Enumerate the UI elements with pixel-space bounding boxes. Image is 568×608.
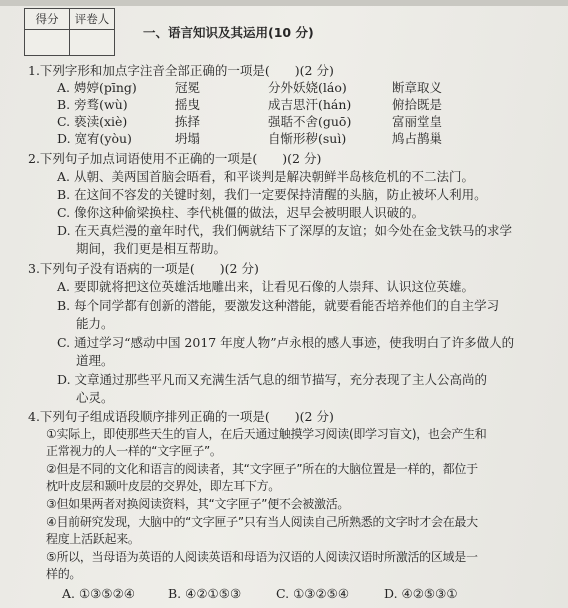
q1-row-b: B. 旁骛(wù) 摇曳 成吉思汗(hán) 俯拾既是 [57, 97, 443, 112]
q3-stem: 3.下列句子没有语病的一项是( )(2 分) [28, 261, 259, 276]
q3-option-c-line1: C. 通过学习“感动中国 2017 年度人物”卢永根的感人事迹，使我明白了许多做人的 [57, 335, 515, 350]
top-edge [0, 0, 568, 6]
q4-stem: 4.下列句子组成语段顺序排列正确的一项是( )(2 分) [28, 409, 334, 424]
q4-option-d: D. ④②⑤③① [384, 586, 458, 601]
q2-option-a: A. 从朝、美两国首脑会晤看，和平谈判是解决朝鲜半岛核危机的不二法门。 [57, 169, 474, 184]
q1-stem: 1.下列字形和加点字注音全部正确的一项是( )(2 分) [28, 63, 334, 78]
q3-option-b-line1: B. 每个同学都有创新的潜能，要激发这种潜能，就要看能否培养他们的自主学习 [57, 298, 500, 313]
q2-option-b: B. 在这间不容发的关键时刻，我们一定要保持清醒的头脑，防止被坏人利用。 [57, 187, 487, 202]
section-title: 一、语言知识及其运用(10 分) [143, 25, 314, 40]
q3-option-d-line2: 心灵。 [76, 390, 114, 405]
q2-option-d-line2: 期间，我们更是相互帮助。 [76, 241, 227, 256]
q3-option-c-line2: 道理。 [76, 353, 114, 368]
score-table [24, 8, 115, 56]
q4-sentence-5-line2: 样的。 [46, 567, 82, 581]
grader-header: 评卷人 [70, 9, 115, 30]
q1-row-d: D. 宽宥(yòu) 坍塌 自惭形秽(suì) 鸠占鹊巢 [57, 131, 443, 146]
q4-sentence-4-line1: ④目前研究发现，大脑中的“文字匣子”只有当人阅读自己所熟悉的文字时才会在最大 [46, 515, 478, 529]
q4-sentence-3: ③但如果两者对换阅读资料，其“文字匣子”便不会被激活。 [46, 497, 350, 511]
q2-option-d-line1: D. 在天真烂漫的童年时代，我们俩就结下了深厚的友谊；如今处在金戈铁马的求学 [57, 223, 513, 238]
q4-options [0, 585, 568, 602]
q2-option-c: C. 像你这种偷梁换柱、李代桃僵的做法，迟早会被明眼人识破的。 [57, 205, 425, 220]
q4-sentence-5-line1: ⑤所以，当母语为英语的人阅读英语和母语为汉语的人阅读汉语时所激活的区域是一 [46, 550, 478, 564]
q4-option-c: C. ①③②⑤④ [276, 586, 350, 601]
q4-sentence-4-line2: 程度上活跃起来。 [46, 532, 140, 546]
q4-sentence-2-line2: 枕叶皮层和颞叶皮层的交界处，即左耳下方。 [46, 479, 281, 493]
q4-option-b: B. ④②①⑤③ [168, 586, 242, 601]
q4-sentence-1-line1: ①实际上，即使那些天生的盲人，在后天通过触摸学习阅读(即学习盲文)，也会产生和 [46, 427, 487, 441]
q3-option-a: A. 要即就将把这位英雄活地雕出来，让看见石像的人崇拜、认识这位英雄。 [57, 279, 474, 294]
q4-option-a: A. ①③⑤②④ [62, 586, 136, 601]
q1-row-c: C. 亵渎(xiè) 拣择 强聒不舍(guō) 富丽堂皇 [57, 114, 443, 129]
q2-stem: 2.下列句子加点词语使用不正确的一项是( )(2 分) [28, 151, 322, 166]
q3-option-d-line1: D. 文章通过那些平凡而又充满生活气息的细节描写，充分表现了主人公高尚的 [57, 372, 488, 387]
grader-cell[interactable] [70, 30, 115, 56]
q1-row-a: A. 娉婷(pīng) 冠冕 分外妖娆(láo) 断章取义 [57, 80, 443, 95]
q3-option-b-line2: 能力。 [76, 316, 114, 331]
q4-sentence-2-line1: ②但是不同的文化和语言的阅读者，其“文字匣子”所在的大脑位置是一样的，都位于 [46, 462, 478, 476]
score-header: 得分 [25, 9, 70, 30]
q4-sentence-1-line2: 正常视力的人一样的“文字匣子”。 [46, 444, 222, 458]
score-cell[interactable] [25, 30, 70, 56]
